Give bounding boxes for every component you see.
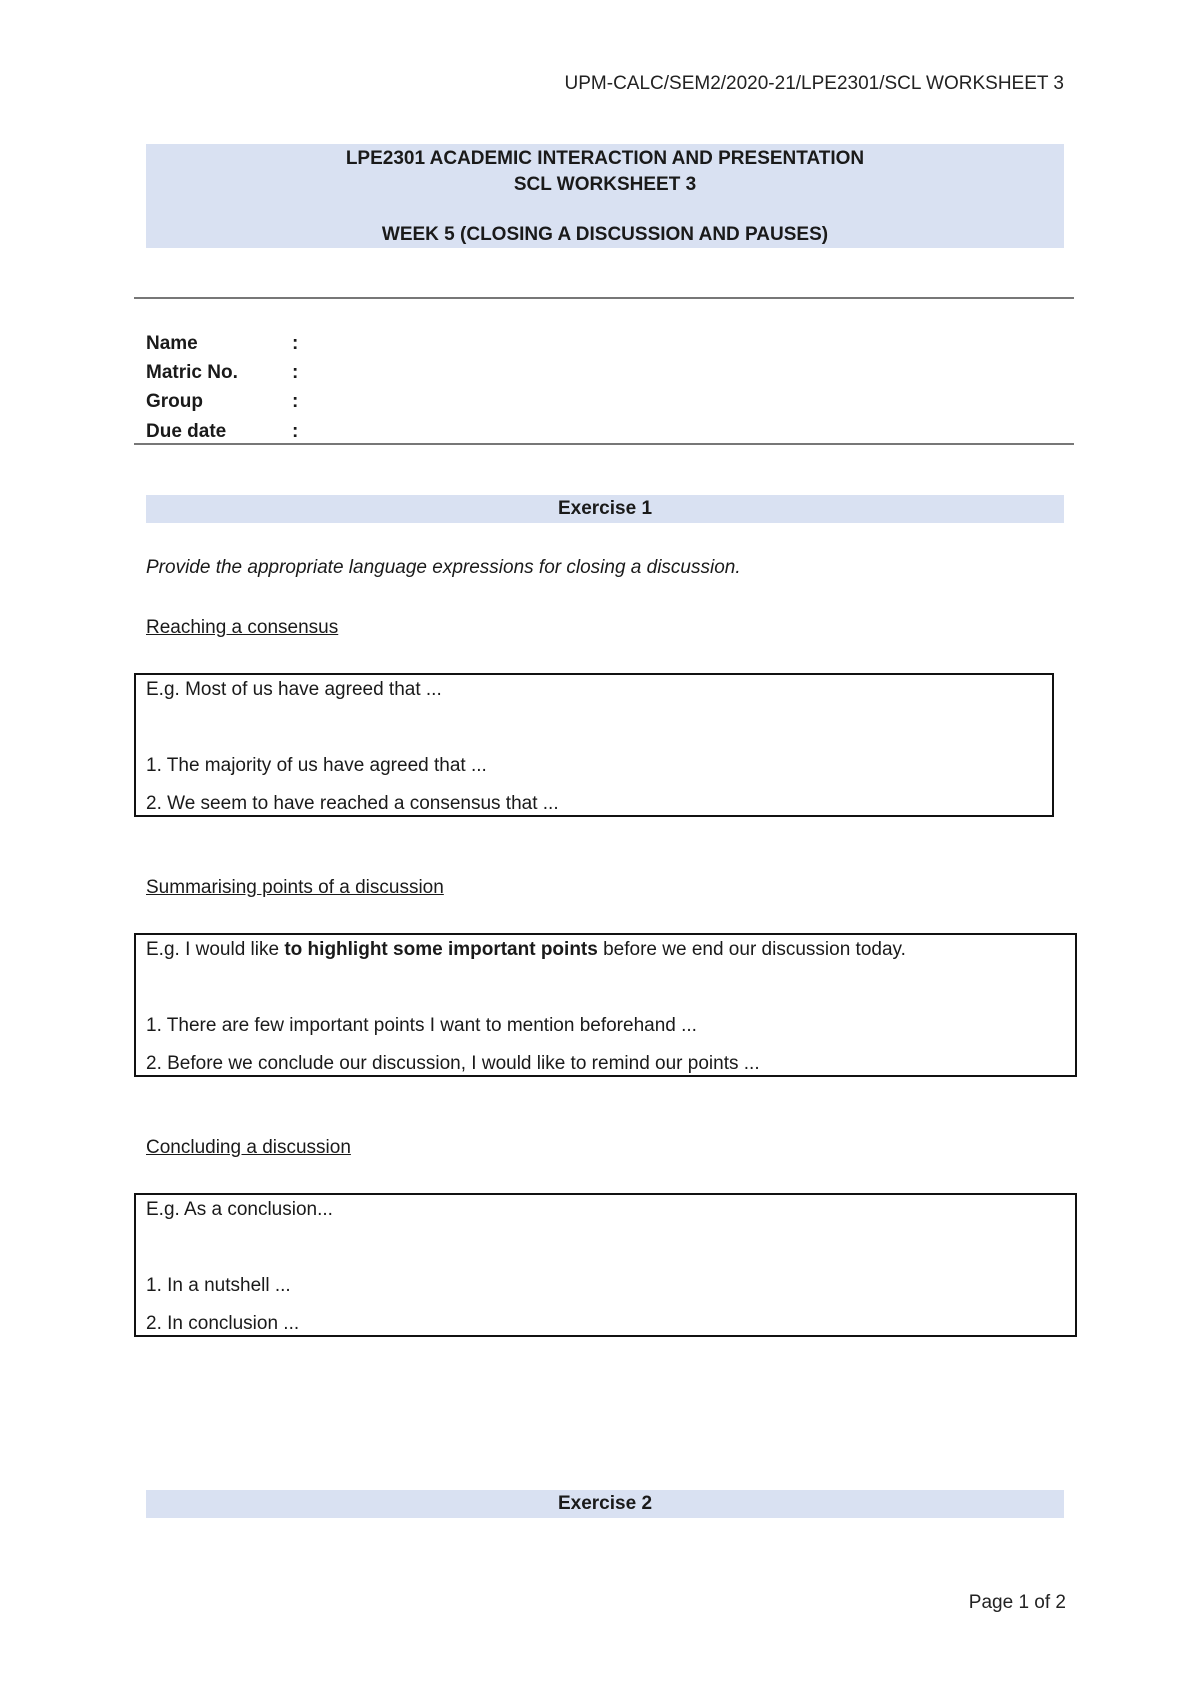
info-colon: : — [292, 333, 299, 354]
title-banner — [146, 144, 1064, 248]
answer-line: 2. In conclusion ... — [146, 1313, 300, 1334]
answer-line: 2. We seem to have reached a consensus that ... — [146, 793, 559, 814]
section-title-concluding: Concluding a discussion — [146, 1137, 351, 1158]
info-label: Matric No. — [146, 362, 238, 383]
info-colon: : — [292, 391, 299, 412]
week-title: WEEK 5 (CLOSING A DISCUSSION AND PAUSES) — [381, 224, 829, 245]
answer-box-consensus — [134, 673, 1054, 817]
info-colon: : — [292, 362, 299, 383]
document-reference: UPM-CALC/SEM2/2020-21/LPE2301/SCL WORKSHEET 3 — [564, 73, 1064, 94]
info-label: Due date — [146, 421, 227, 442]
info-row-group — [146, 391, 299, 413]
example-line: E.g. Most of us have agreed that ... — [146, 679, 442, 700]
course-title: LPE2301 ACADEMIC INTERACTION AND PRESENTATION — [345, 148, 865, 169]
example-prefix: E.g. I would like — [146, 939, 285, 960]
info-row-matric — [146, 362, 299, 384]
answer-line: 2. Before we conclude our discussion, I would like to remind our points ... — [146, 1053, 760, 1074]
example-bold-phrase: to highlight some important points — [284, 939, 598, 960]
page-number: Page 1 of 2 — [968, 1592, 1066, 1613]
info-label: Name — [146, 333, 198, 354]
section-title-consensus: Reaching a consensus — [146, 617, 339, 638]
example-suffix: before we end our discussion today. — [597, 939, 906, 960]
info-row-due-date — [146, 421, 299, 443]
answer-line: 1. The majority of us have agreed that ... — [146, 755, 487, 776]
info-row-name — [146, 333, 299, 355]
info-label: Group — [146, 391, 203, 412]
exercise-1-instruction: Provide the appropriate language expressions for closing a discussion. — [146, 557, 741, 578]
answer-box-summarising — [134, 933, 1077, 1077]
example-line: E.g. As a conclusion... — [146, 1199, 333, 1220]
exercise-1-heading: Exercise 1 — [146, 495, 1064, 523]
answer-line: 1. There are few important points I want to mention beforehand ... — [146, 1015, 697, 1036]
worksheet-title: SCL WORKSHEET 3 — [513, 174, 697, 195]
answer-box-concluding — [134, 1193, 1077, 1337]
example-line — [146, 939, 906, 961]
section-title-summarising: Summarising points of a discussion — [146, 877, 444, 898]
bottom-divider — [134, 443, 1074, 445]
info-colon: : — [292, 421, 299, 442]
answer-line: 1. In a nutshell ... — [146, 1275, 291, 1296]
exercise-2-heading: Exercise 2 — [146, 1490, 1064, 1518]
top-divider — [134, 297, 1074, 299]
